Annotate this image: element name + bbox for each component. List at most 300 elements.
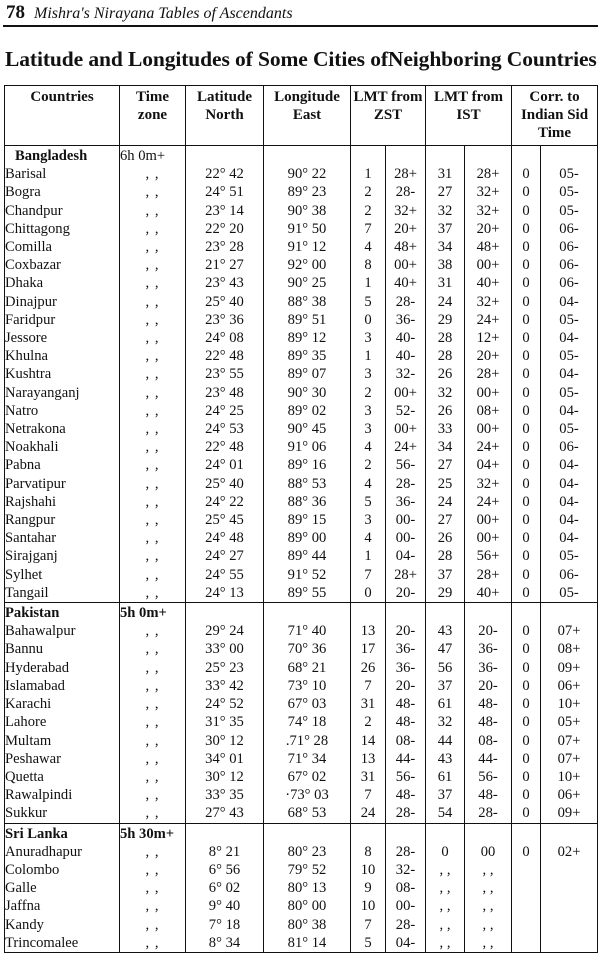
latitude: 22° 42 (186, 165, 264, 183)
longitude: 71° 40 (264, 622, 351, 640)
lmt-ist-min: 28 (426, 347, 465, 365)
latitude: 25° 40 (186, 293, 264, 311)
latitude: 22° 48 (186, 438, 264, 456)
corr-min: 0 (512, 329, 541, 347)
country-header-row (5, 603, 598, 623)
lmt-ist-sec: 00+ (465, 529, 512, 547)
lmt-ist-min: , , (426, 861, 465, 879)
lmt-ist-min: 29 (426, 311, 465, 329)
corr-sec: 04- (541, 293, 598, 311)
lmt-zst-min: 3 (351, 365, 386, 383)
time-zone: , , (120, 274, 186, 292)
table-row (5, 202, 598, 220)
corr-min: 0 (512, 547, 541, 565)
table-row (5, 220, 598, 238)
lmt-zst-sec: 00- (386, 529, 426, 547)
lmt-zst-min: 5 (351, 934, 386, 953)
table-row (5, 256, 598, 274)
corr-min: 0 (512, 732, 541, 750)
lmt-ist-min: 33 (426, 420, 465, 438)
country-time-zone: 5h 0m+ (120, 603, 186, 623)
lmt-zst-min: 1 (351, 274, 386, 292)
lmt-zst-min: 24 (351, 804, 386, 823)
city-name: Khulna (5, 347, 120, 365)
empty-cell (426, 146, 465, 166)
lmt-ist-min: 27 (426, 511, 465, 529)
time-zone: , , (120, 220, 186, 238)
city-name: Bahawalpur (5, 622, 120, 640)
lmt-ist-sec: 48+ (465, 238, 512, 256)
corr-sec (541, 897, 598, 915)
lmt-zst-min: 2 (351, 183, 386, 201)
corr-sec: 05- (541, 202, 598, 220)
table-row (5, 861, 598, 879)
time-zone: , , (120, 256, 186, 274)
city-name: Kandy (5, 916, 120, 934)
latitude: 24° 01 (186, 456, 264, 474)
header-lmt-zst: LMT from ZST (351, 86, 426, 146)
corr-min: 0 (512, 640, 541, 658)
corr-min: 0 (512, 202, 541, 220)
lmt-zst-min: 4 (351, 529, 386, 547)
table-row (5, 347, 598, 365)
latitude: 23° 43 (186, 274, 264, 292)
time-zone: , , (120, 311, 186, 329)
corr-min: 0 (512, 347, 541, 365)
lmt-ist-sec: , , (465, 897, 512, 915)
table-row (5, 804, 598, 823)
lmt-ist-sec: 20+ (465, 347, 512, 365)
latitude: 9° 40 (186, 897, 264, 915)
lmt-zst-min: 3 (351, 329, 386, 347)
lmt-zst-sec: 28- (386, 843, 426, 861)
corr-sec: 05- (541, 183, 598, 201)
lmt-ist-min: 47 (426, 640, 465, 658)
lmt-zst-sec: 00+ (386, 384, 426, 402)
time-zone: , , (120, 897, 186, 915)
longitude: 70° 36 (264, 640, 351, 658)
lmt-zst-sec: 40- (386, 347, 426, 365)
lmt-ist-min: , , (426, 934, 465, 953)
lmt-ist-sec: 00+ (465, 511, 512, 529)
city-name: Galle (5, 879, 120, 897)
lmt-ist-sec: 28+ (465, 165, 512, 183)
empty-cell (512, 603, 541, 623)
lmt-zst-sec: 28- (386, 804, 426, 823)
corr-min: 0 (512, 659, 541, 677)
latitude: 24° 08 (186, 329, 264, 347)
corr-sec (541, 916, 598, 934)
table-body (5, 146, 598, 953)
lmt-ist-sec: , , (465, 916, 512, 934)
table-row (5, 677, 598, 695)
lmt-ist-min: 29 (426, 584, 465, 603)
city-name: Quetta (5, 768, 120, 786)
lmt-zst-sec: 28- (386, 183, 426, 201)
longitude: 80° 13 (264, 879, 351, 897)
latitude: 24° 48 (186, 529, 264, 547)
lmt-ist-min: 26 (426, 529, 465, 547)
longitude: 91° 52 (264, 566, 351, 584)
corr-min: 0 (512, 183, 541, 201)
city-name: Multam (5, 732, 120, 750)
table-row (5, 402, 598, 420)
lmt-zst-sec: 40- (386, 329, 426, 347)
city-name: Islamabad (5, 677, 120, 695)
lmt-ist-min: 28 (426, 329, 465, 347)
lmt-zst-sec: 28+ (386, 165, 426, 183)
lmt-zst-min: 5 (351, 293, 386, 311)
city-name: Jessore (5, 329, 120, 347)
time-zone: , , (120, 547, 186, 565)
latitude: 24° 51 (186, 183, 264, 201)
longitude: 89° 15 (264, 511, 351, 529)
lmt-ist-sec: 24+ (465, 438, 512, 456)
corr-min (512, 861, 541, 879)
city-name: Karachi (5, 695, 120, 713)
longitude: 68° 53 (264, 804, 351, 823)
lmt-ist-sec: 36- (465, 640, 512, 658)
lmt-ist-sec: 20- (465, 622, 512, 640)
table-row (5, 547, 598, 565)
corr-sec: 02+ (541, 843, 598, 861)
corr-sec (541, 879, 598, 897)
empty-cell (351, 823, 386, 843)
time-zone: , , (120, 456, 186, 474)
latitude: 33° 42 (186, 677, 264, 695)
longitude: 74° 18 (264, 713, 351, 731)
latitude: 31° 35 (186, 713, 264, 731)
corr-sec: 05- (541, 547, 598, 565)
city-name: Parvatipur (5, 475, 120, 493)
latitude: 23° 28 (186, 238, 264, 256)
lmt-zst-sec: 00+ (386, 256, 426, 274)
lmt-ist-min: , , (426, 879, 465, 897)
header-rule (3, 25, 598, 27)
table-row (5, 768, 598, 786)
time-zone: , , (120, 732, 186, 750)
time-zone: , , (120, 677, 186, 695)
lmt-ist-min: 27 (426, 456, 465, 474)
city-name: Narayanganj (5, 384, 120, 402)
lmt-zst-min: 9 (351, 879, 386, 897)
longitude: 73° 10 (264, 677, 351, 695)
time-zone: , , (120, 329, 186, 347)
lmt-zst-min: 4 (351, 438, 386, 456)
lmt-zst-min: 7 (351, 677, 386, 695)
latitude: 25° 45 (186, 511, 264, 529)
lmt-ist-sec: 32+ (465, 293, 512, 311)
lmt-ist-min: 61 (426, 695, 465, 713)
table-row (5, 934, 598, 953)
empty-cell (264, 823, 351, 843)
longitude: 90° 38 (264, 202, 351, 220)
lmt-zst-sec: 48- (386, 786, 426, 804)
corr-sec: 07+ (541, 750, 598, 768)
corr-min: 0 (512, 566, 541, 584)
city-name: Kushtra (5, 365, 120, 383)
empty-cell (351, 603, 386, 623)
time-zone: , , (120, 293, 186, 311)
city-name: Barisal (5, 165, 120, 183)
corr-sec: 07+ (541, 622, 598, 640)
city-name: Chandpur (5, 202, 120, 220)
empty-cell (541, 603, 598, 623)
corr-min: 0 (512, 695, 541, 713)
lmt-zst-sec: 00+ (386, 420, 426, 438)
city-name: Bogra (5, 183, 120, 201)
time-zone: , , (120, 768, 186, 786)
city-name: Rawalpindi (5, 786, 120, 804)
longitude: 67° 03 (264, 695, 351, 713)
corr-min: 0 (512, 713, 541, 731)
latitude: 24° 27 (186, 547, 264, 565)
longitude: .71° 28 (264, 732, 351, 750)
table-row (5, 311, 598, 329)
lmt-ist-sec: 44- (465, 750, 512, 768)
corr-sec: 06+ (541, 786, 598, 804)
lmt-ist-sec: 04+ (465, 456, 512, 474)
table-row (5, 584, 598, 603)
time-zone: , , (120, 420, 186, 438)
time-zone: , , (120, 916, 186, 934)
lmt-zst-sec: 36- (386, 493, 426, 511)
latitude: 22° 20 (186, 220, 264, 238)
city-name: Coxbazar (5, 256, 120, 274)
lmt-ist-sec: 32+ (465, 183, 512, 201)
lmt-ist-sec: 48- (465, 695, 512, 713)
corr-sec: 06- (541, 438, 598, 456)
lmt-zst-sec: 48- (386, 713, 426, 731)
longitude: 80° 38 (264, 916, 351, 934)
city-name: Pabna (5, 456, 120, 474)
longitude: 67° 02 (264, 768, 351, 786)
table-row (5, 493, 598, 511)
lmt-zst-sec: 08- (386, 879, 426, 897)
latitude: 6° 56 (186, 861, 264, 879)
country-name: Bangladesh (5, 146, 120, 166)
lmt-ist-min: 43 (426, 622, 465, 640)
lmt-ist-min: 34 (426, 438, 465, 456)
lmt-zst-min: 13 (351, 750, 386, 768)
lmt-zst-min: 31 (351, 768, 386, 786)
lmt-zst-sec: 56- (386, 456, 426, 474)
header-row (5, 86, 598, 146)
latitude: 8° 21 (186, 843, 264, 861)
lmt-ist-min: 27 (426, 183, 465, 201)
time-zone: , , (120, 529, 186, 547)
lmt-ist-sec: 28+ (465, 566, 512, 584)
latitude: 23° 36 (186, 311, 264, 329)
city-name: Colombo (5, 861, 120, 879)
corr-sec: 04- (541, 365, 598, 383)
country-name: Pakistan (5, 603, 120, 623)
lmt-ist-min: 24 (426, 293, 465, 311)
table-row (5, 622, 598, 640)
time-zone: , , (120, 238, 186, 256)
lmt-zst-min: 17 (351, 640, 386, 658)
lmt-zst-sec: 20- (386, 584, 426, 603)
corr-min: 0 (512, 165, 541, 183)
city-name: Faridpur (5, 311, 120, 329)
time-zone: , , (120, 183, 186, 201)
latitude: 7° 18 (186, 916, 264, 934)
lmt-ist-min: 31 (426, 274, 465, 292)
header-corr-sid-time: Corr. to Indian Sid Time (512, 86, 598, 146)
city-name: Anuradhapur (5, 843, 120, 861)
longitude: 89° 51 (264, 311, 351, 329)
time-zone: , , (120, 165, 186, 183)
lmt-zst-sec: 48- (386, 695, 426, 713)
lmt-ist-sec: 40+ (465, 274, 512, 292)
corr-min: 0 (512, 529, 541, 547)
time-zone: , , (120, 750, 186, 768)
lmt-zst-min: 10 (351, 897, 386, 915)
corr-sec: 04- (541, 329, 598, 347)
time-zone: , , (120, 438, 186, 456)
lmt-zst-sec: 04- (386, 934, 426, 953)
lmt-zst-min: 5 (351, 493, 386, 511)
time-zone: , , (120, 695, 186, 713)
lmt-zst-min: 1 (351, 547, 386, 565)
lmt-ist-sec: 32+ (465, 202, 512, 220)
time-zone: , , (120, 879, 186, 897)
lmt-ist-min: 56 (426, 659, 465, 677)
lmt-ist-min: 43 (426, 750, 465, 768)
corr-sec: 05- (541, 165, 598, 183)
corr-min (512, 897, 541, 915)
city-name: Lahore (5, 713, 120, 731)
lmt-zst-min: 0 (351, 584, 386, 603)
time-zone: , , (120, 475, 186, 493)
empty-cell (264, 146, 351, 166)
latitude: 25° 23 (186, 659, 264, 677)
cities-table (4, 85, 598, 953)
lmt-ist-sec: 56+ (465, 547, 512, 565)
latitude: 8° 34 (186, 934, 264, 953)
corr-min: 0 (512, 293, 541, 311)
table-row (5, 843, 598, 861)
city-name: Peshawar (5, 750, 120, 768)
header-countries: Countries (5, 86, 120, 146)
lmt-zst-sec: 32- (386, 861, 426, 879)
time-zone: , , (120, 384, 186, 402)
longitude: 89° 55 (264, 584, 351, 603)
table-row (5, 365, 598, 383)
lmt-zst-min: 13 (351, 622, 386, 640)
lmt-zst-min: 7 (351, 916, 386, 934)
empty-cell (264, 603, 351, 623)
lmt-zst-min: 3 (351, 402, 386, 420)
empty-cell (465, 603, 512, 623)
table-row (5, 713, 598, 731)
book-title: Mishra's Nirayana Tables of Ascendants (34, 5, 293, 22)
lmt-zst-min: 2 (351, 384, 386, 402)
lmt-zst-min: 7 (351, 786, 386, 804)
time-zone: , , (120, 934, 186, 953)
table-row (5, 238, 598, 256)
lmt-zst-sec: 44- (386, 750, 426, 768)
city-name: Hyderabad (5, 659, 120, 677)
latitude: 23° 48 (186, 384, 264, 402)
longitude: 88° 38 (264, 293, 351, 311)
empty-cell (386, 146, 426, 166)
corr-min: 0 (512, 220, 541, 238)
lmt-zst-min: 1 (351, 165, 386, 183)
corr-min: 0 (512, 456, 541, 474)
section-title: Latitude and Longitudes of Some Cities ofNeighboring Countries (5, 47, 597, 71)
corr-min: 0 (512, 843, 541, 861)
longitude: 89° 16 (264, 456, 351, 474)
corr-sec: 05+ (541, 713, 598, 731)
time-zone: , , (120, 713, 186, 731)
corr-sec: 06- (541, 274, 598, 292)
country-header-row (5, 146, 598, 166)
corr-sec: 04- (541, 529, 598, 547)
table-row (5, 640, 598, 658)
empty-cell (386, 823, 426, 843)
table-row (5, 529, 598, 547)
longitude: 88° 53 (264, 475, 351, 493)
time-zone: , , (120, 365, 186, 383)
lmt-zst-sec: 40+ (386, 274, 426, 292)
lmt-ist-sec: 48- (465, 713, 512, 731)
country-time-zone: 5h 30m+ (120, 823, 186, 843)
city-name: Tangail (5, 584, 120, 603)
city-name: Bannu (5, 640, 120, 658)
corr-min: 0 (512, 750, 541, 768)
empty-cell (351, 146, 386, 166)
corr-sec: 09+ (541, 659, 598, 677)
header-lmt-ist: LMT from IST (426, 86, 512, 146)
city-name: Jaffna (5, 897, 120, 915)
longitude: 89° 12 (264, 329, 351, 347)
lmt-zst-sec: 52- (386, 402, 426, 420)
table-row (5, 438, 598, 456)
city-name: Sylhet (5, 566, 120, 584)
latitude: 24° 55 (186, 566, 264, 584)
lmt-ist-min: 32 (426, 713, 465, 731)
latitude: 30° 12 (186, 768, 264, 786)
page-number: 78 (6, 2, 25, 23)
city-name: Chittagong (5, 220, 120, 238)
corr-sec: 05- (541, 384, 598, 402)
time-zone: , , (120, 584, 186, 603)
lmt-ist-min: 32 (426, 202, 465, 220)
lmt-zst-sec: 20+ (386, 220, 426, 238)
empty-cell (512, 146, 541, 166)
lmt-ist-sec: 00+ (465, 256, 512, 274)
table-row (5, 456, 598, 474)
latitude: 29° 24 (186, 622, 264, 640)
lmt-zst-min: 4 (351, 475, 386, 493)
corr-min: 0 (512, 677, 541, 695)
corr-sec: 06- (541, 566, 598, 584)
lmt-ist-sec: 32+ (465, 475, 512, 493)
lmt-zst-min: 7 (351, 220, 386, 238)
table-row (5, 879, 598, 897)
empty-cell (541, 146, 598, 166)
corr-sec: 05- (541, 311, 598, 329)
country-header-row (5, 823, 598, 843)
table-row (5, 293, 598, 311)
lmt-zst-sec: 28- (386, 293, 426, 311)
longitude: 89° 02 (264, 402, 351, 420)
lmt-ist-sec: 20- (465, 677, 512, 695)
table-row (5, 511, 598, 529)
table-row (5, 475, 598, 493)
corr-sec: 04- (541, 493, 598, 511)
